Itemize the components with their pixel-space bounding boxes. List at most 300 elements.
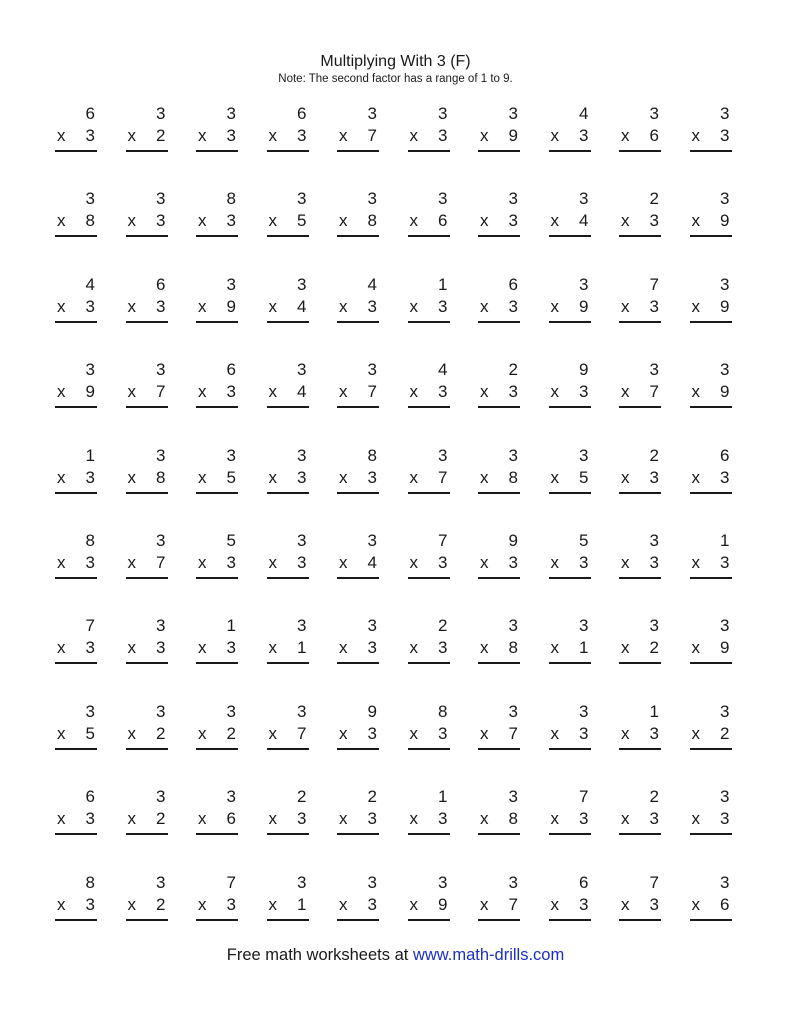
answer-line bbox=[408, 919, 450, 921]
problem-item bbox=[408, 274, 450, 326]
multiply-sign: x bbox=[268, 723, 277, 743]
first-factor: 3 bbox=[720, 360, 730, 380]
second-factor: 8 bbox=[508, 467, 518, 487]
problem-item bbox=[55, 530, 97, 582]
first-factor: 3 bbox=[367, 530, 377, 550]
first-factor: 8 bbox=[226, 189, 236, 209]
first-factor: 3 bbox=[156, 530, 166, 550]
answer-line bbox=[619, 492, 661, 494]
multiply-sign: x bbox=[198, 382, 207, 402]
second-factor-row bbox=[126, 552, 168, 574]
answer-line bbox=[408, 662, 450, 664]
answer-line bbox=[478, 492, 520, 494]
multiply-sign: x bbox=[268, 296, 277, 316]
footer-text: Free math worksheets at bbox=[226, 946, 409, 964]
second-factor-row bbox=[408, 723, 450, 745]
second-factor-row bbox=[408, 637, 450, 659]
multiply-sign: x bbox=[480, 638, 489, 658]
second-factor: 3 bbox=[508, 211, 518, 231]
second-factor-row bbox=[619, 552, 661, 574]
multiply-sign: x bbox=[268, 894, 277, 914]
second-factor-row bbox=[549, 125, 591, 147]
first-factor: 3 bbox=[649, 104, 659, 123]
problem-item bbox=[690, 872, 732, 924]
first-factor: 6 bbox=[579, 872, 589, 892]
second-factor-row bbox=[619, 381, 661, 403]
answer-line bbox=[690, 406, 732, 408]
second-factor-row bbox=[408, 381, 450, 403]
first-factor: 3 bbox=[508, 189, 518, 209]
second-factor: 3 bbox=[720, 552, 730, 572]
problem-item bbox=[408, 615, 450, 667]
first-factor: 2 bbox=[508, 360, 518, 380]
multiply-sign: x bbox=[127, 894, 136, 914]
answer-line bbox=[690, 321, 732, 323]
problem-item bbox=[267, 701, 309, 753]
second-factor: 4 bbox=[297, 296, 307, 316]
problem-item bbox=[549, 359, 591, 411]
second-factor-row bbox=[55, 296, 97, 318]
second-factor: 7 bbox=[367, 382, 377, 402]
problem-item bbox=[690, 701, 732, 753]
answer-line bbox=[337, 577, 379, 579]
second-factor-row bbox=[126, 808, 168, 830]
problem-item bbox=[267, 615, 309, 667]
second-factor: 9 bbox=[508, 126, 518, 145]
second-factor: 3 bbox=[226, 211, 236, 231]
first-factor: 8 bbox=[85, 530, 95, 550]
second-factor: 6 bbox=[720, 894, 730, 914]
first-factor: 3 bbox=[156, 872, 166, 892]
answer-line bbox=[549, 833, 591, 835]
answer-line bbox=[619, 235, 661, 237]
first-factor: 4 bbox=[579, 104, 589, 123]
second-factor: 5 bbox=[579, 467, 589, 487]
first-factor: 3 bbox=[508, 872, 518, 892]
first-factor: 3 bbox=[297, 189, 307, 209]
second-factor: 4 bbox=[297, 382, 307, 402]
problem-item bbox=[126, 188, 168, 240]
answer-line bbox=[619, 748, 661, 750]
first-factor: 3 bbox=[297, 616, 307, 636]
first-factor: 4 bbox=[85, 274, 95, 294]
second-factor: 9 bbox=[438, 894, 448, 914]
problem-item bbox=[337, 274, 379, 326]
first-factor: 6 bbox=[226, 360, 236, 380]
problem-item bbox=[196, 359, 238, 411]
problem-item bbox=[408, 359, 450, 411]
first-factor: 3 bbox=[579, 189, 589, 209]
second-factor-row bbox=[549, 637, 591, 659]
second-factor-row bbox=[55, 723, 97, 745]
multiply-sign: x bbox=[57, 467, 66, 487]
second-factor-row bbox=[337, 552, 379, 574]
second-factor: 3 bbox=[649, 809, 659, 829]
problem-item bbox=[196, 445, 238, 497]
first-factor: 3 bbox=[156, 701, 166, 721]
problem-item bbox=[337, 786, 379, 838]
second-factor-row bbox=[549, 210, 591, 232]
multiply-sign: x bbox=[621, 809, 630, 829]
answer-line bbox=[690, 577, 732, 579]
first-factor: 3 bbox=[579, 274, 589, 294]
second-factor-row bbox=[126, 894, 168, 916]
second-factor: 3 bbox=[438, 296, 448, 316]
footer-link[interactable]: www.math-drills.com bbox=[412, 946, 565, 964]
problem-item bbox=[267, 274, 309, 326]
second-factor-row bbox=[619, 125, 661, 147]
problem-item bbox=[337, 103, 379, 155]
first-factor: 3 bbox=[226, 104, 236, 123]
first-factor: 3 bbox=[579, 616, 589, 636]
second-factor: 3 bbox=[579, 126, 589, 145]
second-factor-row bbox=[619, 296, 661, 318]
second-factor-row bbox=[690, 296, 732, 318]
first-factor: 3 bbox=[367, 872, 377, 892]
second-factor-row bbox=[126, 125, 168, 147]
answer-line bbox=[619, 577, 661, 579]
second-factor-row bbox=[478, 467, 520, 489]
problem-grid bbox=[55, 103, 732, 924]
answer-line bbox=[55, 235, 97, 237]
multiply-sign: x bbox=[409, 552, 418, 572]
second-factor-row bbox=[126, 723, 168, 745]
second-factor-row bbox=[549, 296, 591, 318]
multiply-sign: x bbox=[691, 211, 700, 231]
problem-item bbox=[337, 615, 379, 667]
multiply-sign: x bbox=[339, 126, 348, 145]
second-factor-row bbox=[690, 125, 732, 147]
first-factor: 3 bbox=[156, 360, 166, 380]
answer-line bbox=[619, 833, 661, 835]
problem-item bbox=[690, 274, 732, 326]
second-factor: 6 bbox=[438, 211, 448, 231]
second-factor: 3 bbox=[156, 211, 166, 231]
second-factor: 6 bbox=[649, 126, 659, 145]
first-factor: 3 bbox=[156, 104, 166, 123]
second-factor: 3 bbox=[85, 809, 95, 829]
multiply-sign: x bbox=[57, 552, 66, 572]
first-factor: 3 bbox=[508, 445, 518, 465]
multiply-sign: x bbox=[198, 894, 207, 914]
second-factor-row bbox=[549, 381, 591, 403]
second-factor-row bbox=[267, 467, 309, 489]
second-factor-row bbox=[408, 552, 450, 574]
problem-item bbox=[196, 188, 238, 240]
second-factor: 3 bbox=[579, 894, 589, 914]
second-factor: 3 bbox=[720, 126, 730, 145]
multiply-sign: x bbox=[409, 894, 418, 914]
answer-line bbox=[690, 748, 732, 750]
multiply-sign: x bbox=[691, 296, 700, 316]
second-factor: 9 bbox=[720, 382, 730, 402]
problem-item bbox=[55, 445, 97, 497]
first-factor: 7 bbox=[85, 616, 95, 636]
second-factor-row bbox=[619, 637, 661, 659]
footer bbox=[0, 944, 791, 966]
first-factor: 3 bbox=[438, 104, 448, 123]
problem-item bbox=[196, 274, 238, 326]
problem-item bbox=[337, 530, 379, 582]
first-factor: 3 bbox=[156, 445, 166, 465]
second-factor: 3 bbox=[649, 552, 659, 572]
second-factor-row bbox=[337, 210, 379, 232]
answer-line bbox=[408, 321, 450, 323]
second-factor: 1 bbox=[297, 638, 307, 658]
answer-line bbox=[478, 833, 520, 835]
answer-line bbox=[408, 833, 450, 835]
multiply-sign: x bbox=[409, 809, 418, 829]
problem-item bbox=[619, 786, 661, 838]
second-factor-row bbox=[55, 552, 97, 574]
multiply-sign: x bbox=[621, 296, 630, 316]
second-factor-row bbox=[126, 296, 168, 318]
second-factor: 3 bbox=[297, 126, 307, 145]
second-factor: 3 bbox=[438, 552, 448, 572]
second-factor: 2 bbox=[649, 638, 659, 658]
first-factor: 3 bbox=[720, 274, 730, 294]
first-factor: 6 bbox=[720, 445, 730, 465]
multiply-sign: x bbox=[621, 382, 630, 402]
multiply-sign: x bbox=[480, 211, 489, 231]
problem-item bbox=[549, 615, 591, 667]
multiply-sign: x bbox=[480, 809, 489, 829]
multiply-sign: x bbox=[621, 552, 630, 572]
second-factor: 3 bbox=[438, 638, 448, 658]
problem-item bbox=[619, 615, 661, 667]
multiply-sign: x bbox=[127, 638, 136, 658]
answer-line bbox=[549, 492, 591, 494]
multiply-sign: x bbox=[57, 894, 66, 914]
first-factor: 7 bbox=[438, 530, 448, 550]
first-factor: 7 bbox=[649, 872, 659, 892]
second-factor: 3 bbox=[226, 126, 236, 145]
answer-line bbox=[337, 833, 379, 835]
second-factor: 3 bbox=[649, 894, 659, 914]
answer-line bbox=[408, 406, 450, 408]
first-factor: 3 bbox=[720, 787, 730, 807]
second-factor: 1 bbox=[297, 894, 307, 914]
problem-item bbox=[267, 188, 309, 240]
second-factor: 5 bbox=[297, 211, 307, 231]
answer-line bbox=[549, 748, 591, 750]
multiply-sign: x bbox=[339, 638, 348, 658]
second-factor: 7 bbox=[156, 552, 166, 572]
second-factor-row bbox=[690, 210, 732, 232]
second-factor: 3 bbox=[297, 809, 307, 829]
multiply-sign: x bbox=[339, 552, 348, 572]
second-factor: 3 bbox=[85, 467, 95, 487]
multiply-sign: x bbox=[480, 382, 489, 402]
answer-line bbox=[337, 919, 379, 921]
answer-line bbox=[337, 406, 379, 408]
first-factor: 9 bbox=[367, 701, 377, 721]
multiply-sign: x bbox=[409, 211, 418, 231]
second-factor: 3 bbox=[367, 296, 377, 316]
problem-item bbox=[478, 188, 520, 240]
answer-line bbox=[55, 748, 97, 750]
answer-line bbox=[478, 406, 520, 408]
second-factor-row bbox=[690, 637, 732, 659]
second-factor-row bbox=[408, 210, 450, 232]
second-factor-row bbox=[408, 125, 450, 147]
multiply-sign: x bbox=[480, 296, 489, 316]
problem-item bbox=[126, 872, 168, 924]
multiply-sign: x bbox=[691, 126, 700, 145]
first-factor: 3 bbox=[367, 616, 377, 636]
problem-item bbox=[549, 701, 591, 753]
first-factor: 7 bbox=[649, 274, 659, 294]
first-factor: 9 bbox=[579, 360, 589, 380]
multiply-sign: x bbox=[550, 809, 559, 829]
first-factor: 3 bbox=[297, 360, 307, 380]
second-factor-row bbox=[267, 894, 309, 916]
second-factor: 3 bbox=[579, 809, 589, 829]
second-factor-row bbox=[549, 723, 591, 745]
worksheet-note: Note: The second factor has a range of 1 to 9. bbox=[278, 73, 513, 85]
second-factor-row bbox=[549, 808, 591, 830]
first-factor: 4 bbox=[438, 360, 448, 380]
answer-line bbox=[196, 492, 238, 494]
multiply-sign: x bbox=[621, 723, 630, 743]
answer-line bbox=[690, 662, 732, 664]
second-factor: 3 bbox=[720, 809, 730, 829]
problem-item bbox=[126, 615, 168, 667]
multiply-sign: x bbox=[268, 211, 277, 231]
problem-item bbox=[478, 103, 520, 155]
first-factor: 3 bbox=[85, 360, 95, 380]
second-factor: 7 bbox=[297, 723, 307, 743]
multiply-sign: x bbox=[268, 467, 277, 487]
problem-item bbox=[126, 274, 168, 326]
multiply-sign: x bbox=[480, 894, 489, 914]
answer-line bbox=[619, 919, 661, 921]
second-factor-row bbox=[196, 637, 238, 659]
second-factor: 1 bbox=[579, 638, 589, 658]
first-factor: 3 bbox=[720, 701, 730, 721]
first-factor: 3 bbox=[226, 701, 236, 721]
multiply-sign: x bbox=[127, 552, 136, 572]
first-factor: 3 bbox=[649, 360, 659, 380]
answer-line bbox=[196, 321, 238, 323]
problem-item bbox=[126, 530, 168, 582]
multiply-sign: x bbox=[550, 296, 559, 316]
first-factor: 3 bbox=[156, 787, 166, 807]
first-factor: 3 bbox=[226, 787, 236, 807]
second-factor-row bbox=[619, 808, 661, 830]
second-factor-row bbox=[196, 296, 238, 318]
problem-item bbox=[478, 701, 520, 753]
problem-item bbox=[55, 615, 97, 667]
answer-line bbox=[55, 577, 97, 579]
answer-line bbox=[126, 406, 168, 408]
answer-line bbox=[126, 577, 168, 579]
second-factor: 3 bbox=[367, 723, 377, 743]
second-factor-row bbox=[478, 723, 520, 745]
second-factor: 2 bbox=[156, 126, 166, 145]
problem-item bbox=[619, 872, 661, 924]
multiply-sign: x bbox=[621, 126, 630, 145]
multiply-sign: x bbox=[198, 809, 207, 829]
multiply-sign: x bbox=[691, 638, 700, 658]
answer-line bbox=[337, 748, 379, 750]
first-factor: 3 bbox=[297, 530, 307, 550]
problem-item bbox=[196, 786, 238, 838]
problem-item bbox=[408, 701, 450, 753]
problem-item bbox=[126, 786, 168, 838]
problem-item bbox=[549, 274, 591, 326]
first-factor: 1 bbox=[438, 787, 448, 807]
problem-item bbox=[549, 530, 591, 582]
problem-item bbox=[337, 445, 379, 497]
second-factor-row bbox=[267, 637, 309, 659]
multiply-sign: x bbox=[198, 126, 207, 145]
problem-item bbox=[478, 872, 520, 924]
second-factor-row bbox=[126, 467, 168, 489]
answer-line bbox=[55, 833, 97, 835]
first-factor: 2 bbox=[649, 445, 659, 465]
answer-line bbox=[55, 662, 97, 664]
second-factor: 9 bbox=[579, 296, 589, 316]
first-factor: 3 bbox=[156, 189, 166, 209]
second-factor: 3 bbox=[226, 382, 236, 402]
second-factor-row bbox=[690, 467, 732, 489]
problem-item bbox=[478, 274, 520, 326]
problem-item bbox=[549, 445, 591, 497]
multiply-sign: x bbox=[127, 723, 136, 743]
multiply-sign: x bbox=[691, 552, 700, 572]
second-factor: 5 bbox=[226, 467, 236, 487]
problem-item bbox=[267, 786, 309, 838]
second-factor: 5 bbox=[85, 723, 95, 743]
answer-line bbox=[267, 321, 309, 323]
second-factor-row bbox=[549, 552, 591, 574]
multiply-sign: x bbox=[198, 552, 207, 572]
answer-line bbox=[478, 748, 520, 750]
problem-item bbox=[690, 359, 732, 411]
worksheet-title: Multiplying With 3 (F) bbox=[320, 53, 471, 70]
second-factor-row bbox=[267, 296, 309, 318]
multiply-sign: x bbox=[57, 382, 66, 402]
first-factor: 3 bbox=[508, 104, 518, 123]
problem-item bbox=[619, 188, 661, 240]
second-factor: 3 bbox=[85, 126, 95, 145]
first-factor: 3 bbox=[720, 872, 730, 892]
second-factor: 8 bbox=[85, 211, 95, 231]
multiply-sign: x bbox=[339, 382, 348, 402]
second-factor: 9 bbox=[720, 211, 730, 231]
multiply-sign: x bbox=[550, 552, 559, 572]
answer-line bbox=[619, 321, 661, 323]
second-factor: 3 bbox=[226, 638, 236, 658]
second-factor-row bbox=[690, 808, 732, 830]
multiply-sign: x bbox=[268, 809, 277, 829]
first-factor: 3 bbox=[720, 104, 730, 123]
answer-line bbox=[408, 492, 450, 494]
problem-item bbox=[196, 615, 238, 667]
answer-line bbox=[196, 235, 238, 237]
second-factor-row bbox=[478, 894, 520, 916]
first-factor: 2 bbox=[649, 189, 659, 209]
answer-line bbox=[549, 919, 591, 921]
second-factor-row bbox=[55, 125, 97, 147]
multiply-sign: x bbox=[409, 638, 418, 658]
second-factor: 3 bbox=[438, 809, 448, 829]
multiply-sign: x bbox=[339, 894, 348, 914]
answer-line bbox=[55, 321, 97, 323]
answer-line bbox=[196, 577, 238, 579]
second-factor-row bbox=[408, 894, 450, 916]
